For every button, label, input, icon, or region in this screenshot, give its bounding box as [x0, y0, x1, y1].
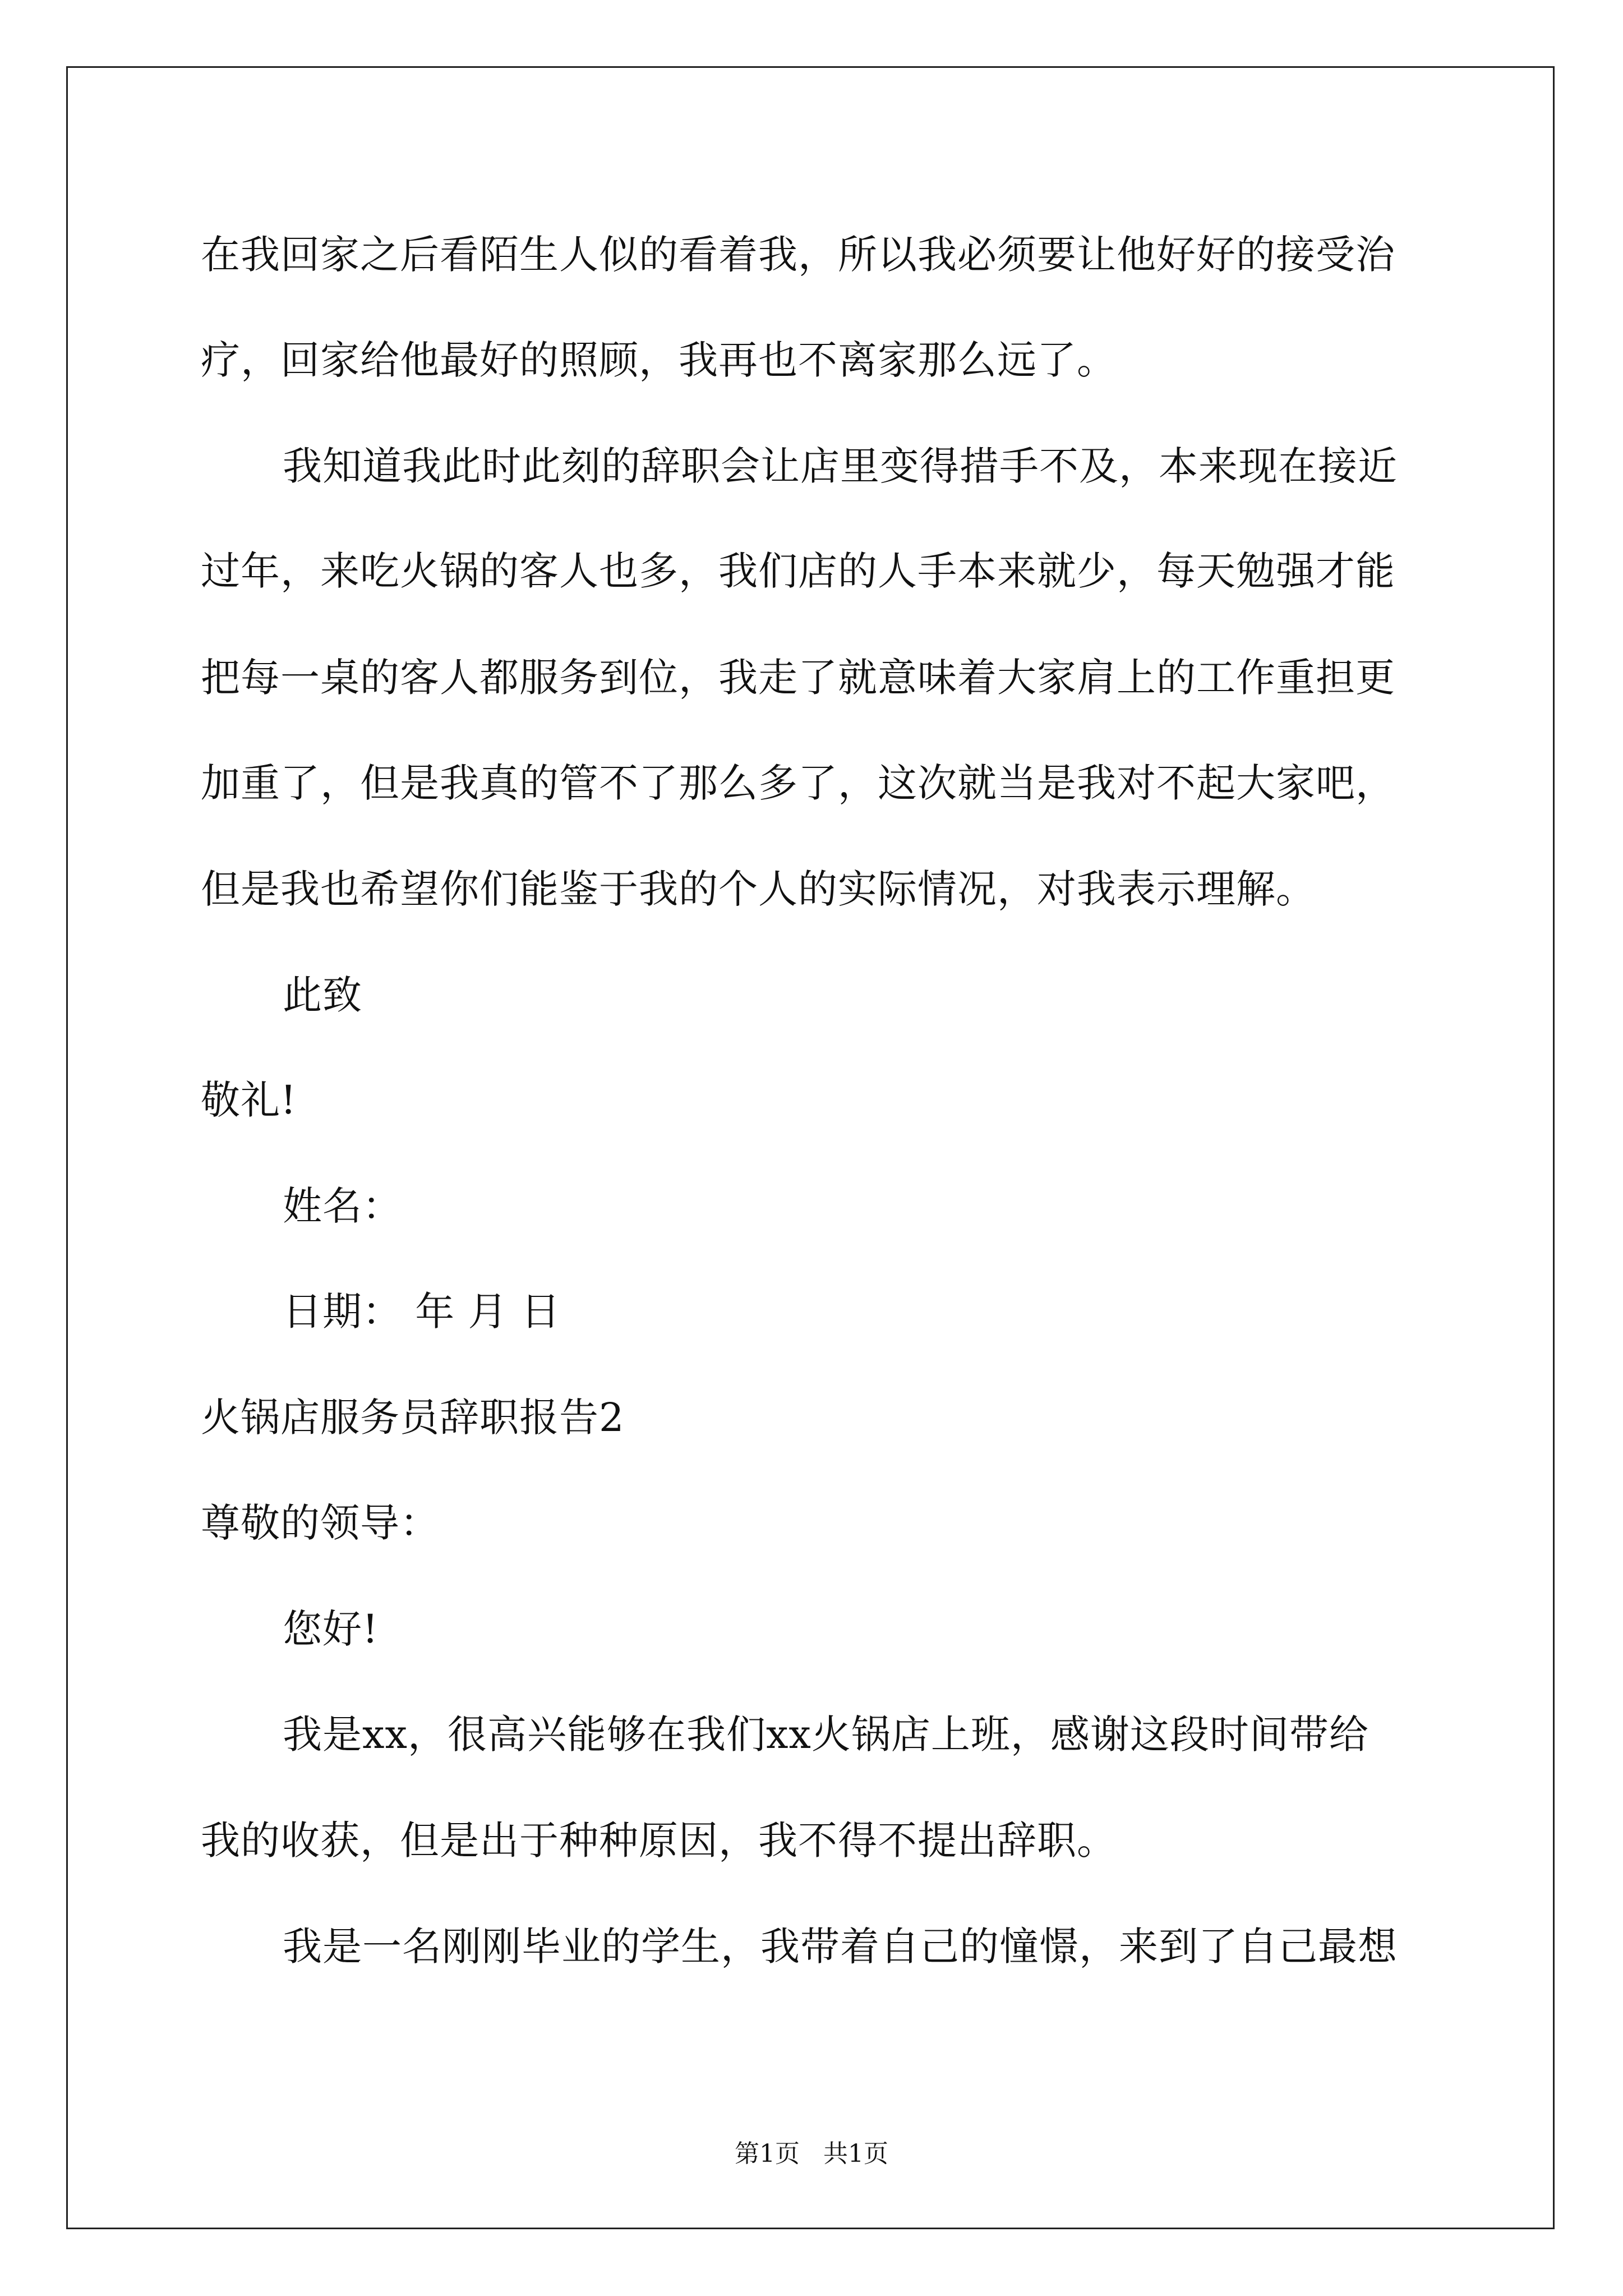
- body-text-line: 疗，回家给他最好的照顾，我再也不离家那么远了。: [201, 337, 1117, 383]
- page-border: [66, 66, 1555, 2229]
- body-text-line: 加重了，但是我真的管不了那么多了，这次就当是我对不起大家吧，: [201, 760, 1395, 806]
- section-heading: 火锅店服务员辞职报告2: [201, 1395, 625, 1441]
- closing-salutation: 此致: [283, 972, 362, 1018]
- letter-greeting: 您好!: [283, 1606, 379, 1652]
- body-text-line: 把每一桌的客人都服务到位，我走了就意味着大家肩上的工作重担更: [201, 655, 1395, 701]
- body-text-line: 我知道我此时此刻的辞职会让店里变得措手不及，本来现在接近: [283, 443, 1398, 489]
- closing-regards: 敬礼!: [201, 1077, 297, 1123]
- body-text-line: 但是我也希望你们能鉴于我的个人的实际情况，对我表示理解。: [201, 866, 1316, 912]
- signature-date-label: 日期： 年 月 日: [283, 1289, 561, 1335]
- page-number-footer: 第1页 共1页: [735, 2139, 888, 2168]
- letter-addressee: 尊敬的领导：: [201, 1500, 440, 1546]
- body-text-line: 在我回家之后看陌生人似的看着我，所以我必须要让他好好的接受治: [201, 232, 1395, 278]
- body-text-line: 我是xx，很高兴能够在我们xx火锅店上班，感谢这段时间带给: [283, 1711, 1369, 1757]
- body-text-line: 过年，来吃火锅的客人也多，我们店的人手本来就少，每天勉强才能: [201, 548, 1395, 594]
- signature-name-label: 姓名：: [283, 1183, 402, 1229]
- body-text-line: 我是一名刚刚毕业的学生，我带着自己的憧憬，来到了自己最想: [283, 1924, 1398, 1970]
- body-text-line: 我的收获，但是出于种种原因，我不得不提出辞职。: [201, 1818, 1117, 1864]
